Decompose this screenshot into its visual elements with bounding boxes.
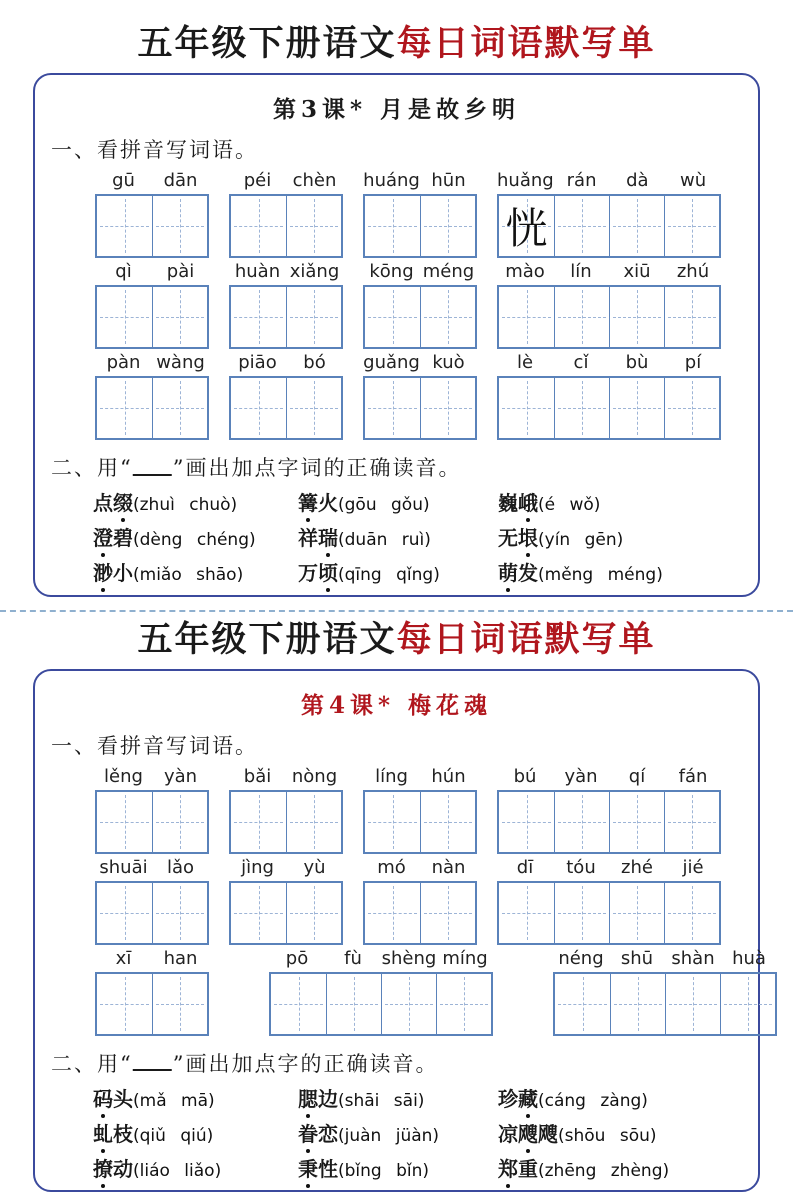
lesson-title: 第3课* 月是故乡明 bbox=[272, 96, 521, 124]
word-pinyin-options: (cáng zàng) bbox=[538, 1090, 648, 1111]
pinyin-syllable: péi bbox=[243, 170, 272, 192]
word-text: 码头 bbox=[93, 1086, 133, 1111]
pinyin-syllable: pí bbox=[684, 352, 702, 374]
write-cell bbox=[365, 196, 420, 256]
writing-box bbox=[95, 376, 209, 440]
pinyin-syllable: lǎo bbox=[166, 856, 195, 878]
write-cell bbox=[97, 287, 152, 347]
pinyin-syllable: rán bbox=[566, 170, 597, 192]
word-write-group bbox=[363, 261, 477, 349]
worksheet-document bbox=[0, 24, 793, 1192]
pinyin-row bbox=[95, 766, 744, 854]
dotted-char: 腮 bbox=[298, 1086, 318, 1111]
word-text: 无垠 bbox=[498, 526, 538, 551]
pinyin-syllable: xī bbox=[115, 947, 132, 969]
dotted-char: 撩 bbox=[93, 1156, 113, 1181]
pinyin-row bbox=[95, 170, 744, 258]
writing-box bbox=[497, 881, 721, 945]
pinyin-syllable: piāo bbox=[238, 352, 277, 374]
pinyin-syllable: qì bbox=[115, 261, 132, 283]
word-write-group bbox=[363, 170, 477, 258]
pinyin-syllable: gū bbox=[112, 170, 135, 192]
pinyin-syllable: dà bbox=[626, 170, 649, 192]
writing-box bbox=[497, 285, 721, 349]
word-write-group bbox=[229, 352, 343, 440]
word-write-group bbox=[497, 352, 721, 440]
pinyin-label bbox=[269, 948, 493, 971]
word-text: 祥瑞 bbox=[298, 526, 338, 551]
pinyin-syllable: yù bbox=[303, 856, 326, 878]
word-pinyin-options: (mǎ mā) bbox=[133, 1090, 215, 1111]
pinyin-row bbox=[95, 947, 766, 1036]
write-cell bbox=[420, 378, 475, 438]
pinyin-syllable: xiǎng bbox=[289, 261, 340, 283]
write-cell bbox=[152, 196, 207, 256]
writing-box bbox=[95, 881, 209, 945]
pinyin-syllable: líng bbox=[375, 765, 408, 787]
pinyin-syllable: bú bbox=[513, 765, 537, 787]
write-cell bbox=[664, 792, 719, 852]
pinyin-syllable: zhé bbox=[621, 856, 653, 878]
section2-suffix: ”画出加点字的正确读音。 bbox=[172, 1051, 439, 1076]
word-write-group bbox=[95, 766, 209, 854]
word-write-group bbox=[229, 261, 343, 349]
write-cell bbox=[665, 974, 720, 1034]
pinyin-label bbox=[497, 352, 721, 375]
writing-box bbox=[229, 285, 343, 349]
pinyin-syllable: chèn bbox=[292, 170, 337, 192]
pinyin-syllable: dān bbox=[163, 170, 198, 192]
writing-box bbox=[229, 881, 343, 945]
word-write-group bbox=[553, 948, 777, 1036]
word-item bbox=[298, 1156, 498, 1182]
pinyin-syllable: pàn bbox=[106, 352, 141, 374]
writing-box bbox=[497, 376, 721, 440]
write-cell bbox=[609, 378, 664, 438]
pinyin-syllable: huàn bbox=[234, 261, 281, 283]
worksheet-page-2 bbox=[0, 620, 793, 1192]
pinyin-syllable: huà bbox=[732, 947, 766, 969]
word-write-group bbox=[95, 170, 209, 258]
dotted-char: 篝 bbox=[298, 491, 318, 516]
write-cell bbox=[554, 883, 609, 943]
word-write-group bbox=[363, 857, 477, 945]
dotted-char: 渺 bbox=[93, 561, 113, 586]
write-cell bbox=[610, 974, 665, 1034]
pinyin-label bbox=[95, 170, 209, 193]
write-cell bbox=[499, 883, 554, 943]
write-cell bbox=[365, 378, 420, 438]
dotted-char: 瑞 bbox=[318, 526, 338, 551]
word-choices bbox=[49, 1086, 744, 1182]
write-cell bbox=[609, 792, 664, 852]
write-cell bbox=[231, 287, 286, 347]
pinyin-row bbox=[95, 352, 744, 440]
word-text: 篝火 bbox=[298, 491, 338, 516]
write-cell bbox=[664, 287, 719, 347]
word-write-group bbox=[363, 766, 477, 854]
pinyin-syllable: xiū bbox=[623, 261, 651, 283]
pinyin-label bbox=[553, 948, 777, 971]
section2-prefix: 二、用“ bbox=[51, 456, 133, 481]
word-item bbox=[298, 1086, 498, 1112]
pinyin-label bbox=[95, 948, 209, 971]
word-write-group bbox=[95, 948, 209, 1036]
word-pinyin-options: (měng méng) bbox=[538, 565, 663, 586]
dotted-char: 藏 bbox=[518, 1086, 538, 1111]
write-cell bbox=[365, 883, 420, 943]
pinyin-syllable: zhú bbox=[676, 261, 710, 283]
write-cell bbox=[97, 974, 152, 1034]
worksheet-card bbox=[33, 669, 766, 1192]
pinyin-label bbox=[95, 857, 209, 880]
dotted-char: 顷 bbox=[318, 561, 338, 586]
pinyin-syllable: bù bbox=[625, 352, 649, 374]
write-cell bbox=[231, 883, 286, 943]
pinyin-label bbox=[229, 170, 343, 193]
word-item bbox=[298, 525, 498, 551]
pinyin-label bbox=[363, 170, 477, 193]
word-item bbox=[298, 1121, 498, 1147]
write-cell bbox=[286, 792, 341, 852]
worksheet-card bbox=[33, 73, 760, 596]
write-cell bbox=[609, 196, 664, 256]
section1-label: 一、看拼音写词语。 bbox=[51, 733, 258, 758]
pinyin-syllable: bǎi bbox=[243, 765, 272, 787]
pinyin-syllable: huǎng bbox=[497, 170, 554, 192]
word-text: 虬枝 bbox=[93, 1121, 133, 1146]
write-cell bbox=[152, 378, 207, 438]
pinyin-syllable: kōng bbox=[369, 261, 414, 283]
write-cell bbox=[420, 287, 475, 347]
write-cell bbox=[152, 287, 207, 347]
pinyin-row bbox=[95, 857, 744, 945]
pinyin-label bbox=[229, 857, 343, 880]
write-cell bbox=[231, 196, 286, 256]
pinyin-syllable: mó bbox=[377, 856, 406, 878]
writing-box bbox=[363, 790, 477, 854]
write-cell bbox=[365, 287, 420, 347]
write-cell bbox=[152, 792, 207, 852]
write-cell bbox=[499, 378, 554, 438]
word-pinyin-options: (shāi sāi) bbox=[338, 1090, 425, 1111]
word-text: 渺小 bbox=[93, 561, 133, 586]
write-cell bbox=[664, 883, 719, 943]
word-item bbox=[498, 1121, 744, 1147]
pinyin-syllable: yàn bbox=[564, 765, 598, 787]
pinyin-syllable: pō bbox=[285, 947, 309, 969]
word-item bbox=[298, 490, 498, 516]
word-write-group bbox=[497, 857, 721, 945]
write-cell bbox=[609, 287, 664, 347]
word-text: 郑重 bbox=[498, 1156, 538, 1181]
pinyin-row bbox=[95, 261, 744, 349]
word-text: 腮边 bbox=[298, 1086, 338, 1111]
word-text: 撩动 bbox=[93, 1156, 133, 1181]
title-accent-part: 每日词语默写单 bbox=[396, 23, 656, 64]
pinyin-syllable: bó bbox=[303, 352, 326, 374]
write-cell bbox=[420, 196, 475, 256]
pinyin-syllable: shèng bbox=[381, 947, 437, 969]
word-item bbox=[498, 490, 744, 516]
word-pinyin-options: (qīng qǐng) bbox=[338, 565, 440, 586]
section1-label: 一、看拼音写词语。 bbox=[51, 138, 258, 163]
dotted-char: 码 bbox=[93, 1086, 113, 1111]
section2-label bbox=[51, 452, 744, 482]
pinyin-label bbox=[497, 261, 721, 284]
word-pinyin-options: (zhēng zhèng) bbox=[538, 1160, 670, 1181]
pinyin-syllable: méng bbox=[422, 261, 475, 283]
word-write-group bbox=[363, 352, 477, 440]
dotted-char: 澄 bbox=[93, 526, 113, 551]
write-cell bbox=[554, 287, 609, 347]
pinyin-syllable: kuò bbox=[432, 352, 465, 374]
write-cell bbox=[365, 792, 420, 852]
pinyin-syllable: fù bbox=[344, 947, 362, 969]
pinyin-syllable: míng bbox=[442, 947, 488, 969]
word-item bbox=[498, 1156, 744, 1182]
pinyin-syllable: hūn bbox=[431, 170, 466, 192]
lesson-title: 第4课* 梅花魂 bbox=[300, 691, 493, 719]
writing-box bbox=[229, 194, 343, 258]
writing-box bbox=[363, 194, 477, 258]
write-cell bbox=[381, 974, 436, 1034]
write-cell bbox=[554, 378, 609, 438]
writing-box bbox=[95, 285, 209, 349]
write-cell bbox=[436, 974, 491, 1034]
write-cell bbox=[286, 196, 341, 256]
pinyin-syllable: lè bbox=[516, 352, 534, 374]
word-item bbox=[298, 560, 498, 586]
word-text: 秉性 bbox=[298, 1156, 338, 1181]
pinyin-label bbox=[363, 261, 477, 284]
pinyin-syllable: qí bbox=[628, 765, 646, 787]
write-cell bbox=[664, 196, 719, 256]
word-write-group bbox=[229, 857, 343, 945]
write-cell bbox=[271, 974, 326, 1034]
write-cell bbox=[152, 974, 207, 1034]
worksheet-page-1 bbox=[0, 24, 793, 597]
word-item bbox=[93, 525, 298, 551]
word-item bbox=[93, 560, 298, 586]
pinyin-syllable: hún bbox=[431, 765, 466, 787]
write-cell bbox=[720, 974, 775, 1034]
write-cell bbox=[97, 196, 152, 256]
word-text: 眷恋 bbox=[298, 1121, 338, 1146]
write-cell bbox=[286, 378, 341, 438]
pinyin-syllable: han bbox=[163, 947, 198, 969]
pinyin-label bbox=[229, 766, 343, 789]
writing-box bbox=[95, 790, 209, 854]
write-cell bbox=[326, 974, 381, 1034]
title-grade-part: 五年级下册语文 bbox=[137, 23, 397, 64]
page-divider bbox=[0, 610, 793, 612]
word-pinyin-options: (gōu gǒu) bbox=[338, 495, 430, 516]
pinyin-syllable: jìng bbox=[241, 856, 274, 878]
page-title bbox=[0, 24, 793, 64]
word-write-group bbox=[95, 261, 209, 349]
word-text: 巍峨 bbox=[498, 491, 538, 516]
write-cell bbox=[286, 287, 341, 347]
dotted-char: 郑 bbox=[498, 1156, 518, 1181]
word-pinyin-options: (dèng chéng) bbox=[133, 530, 256, 551]
blank-line: ____ bbox=[132, 1046, 171, 1072]
section2-prefix: 二、用“ bbox=[51, 1051, 133, 1076]
write-cell bbox=[664, 378, 719, 438]
pinyin-syllable: fán bbox=[678, 765, 708, 787]
word-item bbox=[498, 560, 744, 586]
write-cell bbox=[609, 883, 664, 943]
word-text: 万顷 bbox=[298, 561, 338, 586]
writing-box bbox=[269, 972, 493, 1036]
pinyin-syllable: shū bbox=[620, 947, 654, 969]
pinyin-label bbox=[229, 352, 343, 375]
pinyin-grid-rows bbox=[49, 170, 744, 440]
write-cell bbox=[499, 287, 554, 347]
writing-box bbox=[229, 376, 343, 440]
pinyin-syllable: huáng bbox=[363, 170, 420, 192]
pinyin-syllable: wù bbox=[680, 170, 707, 192]
pinyin-syllable: dī bbox=[516, 856, 534, 878]
pinyin-syllable: lín bbox=[570, 261, 592, 283]
pinyin-syllable: shàn bbox=[671, 947, 715, 969]
word-pinyin-options: (liáo liǎo) bbox=[133, 1160, 222, 1181]
writing-box bbox=[363, 285, 477, 349]
word-pinyin-options: (miǎo shāo) bbox=[133, 565, 244, 586]
word-item bbox=[498, 525, 744, 551]
dotted-char: 虬 bbox=[93, 1121, 113, 1146]
pinyin-label bbox=[95, 261, 209, 284]
dotted-char: 垠 bbox=[518, 526, 538, 551]
word-write-group bbox=[95, 857, 209, 945]
word-text: 凉飕飕 bbox=[498, 1121, 558, 1146]
write-cell bbox=[420, 883, 475, 943]
write-cell bbox=[152, 883, 207, 943]
pinyin-syllable: nàn bbox=[431, 856, 466, 878]
pinyin-syllable: guǎng bbox=[363, 352, 420, 374]
word-text: 珍藏 bbox=[498, 1086, 538, 1111]
page-title bbox=[0, 620, 793, 660]
word-pinyin-options: (duān ruì) bbox=[338, 530, 431, 551]
writing-box bbox=[95, 972, 209, 1036]
pinyin-syllable: jié bbox=[682, 856, 704, 878]
word-write-group bbox=[497, 170, 721, 258]
pinyin-syllable: lěng bbox=[104, 765, 143, 787]
dotted-char: 萌 bbox=[498, 561, 518, 586]
pinyin-syllable: wàng bbox=[156, 352, 205, 374]
pinyin-syllable: pài bbox=[166, 261, 195, 283]
word-pinyin-options: (juàn jüàn) bbox=[338, 1125, 440, 1146]
pinyin-label bbox=[363, 352, 477, 375]
word-pinyin-options: (shōu sōu) bbox=[558, 1125, 657, 1146]
word-item bbox=[93, 1086, 298, 1112]
dotted-char: 峨 bbox=[518, 491, 538, 516]
word-text: 萌发 bbox=[498, 561, 538, 586]
writing-box bbox=[229, 790, 343, 854]
pinyin-syllable: nòng bbox=[291, 765, 338, 787]
pinyin-grid-rows bbox=[49, 765, 766, 1036]
write-cell bbox=[555, 974, 610, 1034]
word-pinyin-options: (bǐng bǐn) bbox=[338, 1160, 430, 1181]
word-pinyin-options: (yín gēn) bbox=[538, 530, 624, 551]
pinyin-label bbox=[95, 766, 209, 789]
pinyin-label bbox=[363, 857, 477, 880]
writing-box bbox=[363, 376, 477, 440]
write-cell bbox=[231, 792, 286, 852]
pinyin-syllable: yàn bbox=[163, 765, 198, 787]
title-accent-part: 每日词语默写单 bbox=[396, 618, 656, 660]
word-item bbox=[93, 1121, 298, 1147]
dotted-char: 秉 bbox=[298, 1156, 318, 1181]
section2-suffix: ”画出加点字词的正确读音。 bbox=[172, 456, 462, 481]
write-cell bbox=[554, 196, 609, 256]
word-pinyin-options: (é wǒ) bbox=[538, 495, 601, 516]
write-cell bbox=[420, 792, 475, 852]
pinyin-label bbox=[497, 170, 721, 193]
word-pinyin-options: (zhuì chuò) bbox=[133, 495, 238, 516]
write-cell bbox=[499, 792, 554, 852]
pinyin-label bbox=[363, 766, 477, 789]
write-cell bbox=[231, 378, 286, 438]
dotted-char: 眷 bbox=[298, 1121, 318, 1146]
write-cell bbox=[97, 792, 152, 852]
word-write-group bbox=[497, 766, 721, 854]
dotted-char: 飕 bbox=[518, 1121, 538, 1146]
write-cell bbox=[554, 792, 609, 852]
dotted-char: 缀 bbox=[113, 491, 133, 516]
word-write-group bbox=[269, 948, 493, 1036]
writing-box bbox=[363, 881, 477, 945]
written-char: 恍 bbox=[505, 204, 548, 254]
write-cell bbox=[97, 883, 152, 943]
word-item bbox=[498, 1086, 744, 1112]
pinyin-syllable: cǐ bbox=[573, 352, 589, 374]
word-text: 点缀 bbox=[93, 491, 133, 516]
writing-box bbox=[497, 790, 721, 854]
word-write-group bbox=[229, 766, 343, 854]
section2-label bbox=[51, 1048, 744, 1078]
write-cell bbox=[286, 883, 341, 943]
word-text: 澄碧 bbox=[93, 526, 133, 551]
word-write-group bbox=[95, 352, 209, 440]
pinyin-label bbox=[497, 766, 721, 789]
write-cell bbox=[97, 378, 152, 438]
pinyin-syllable: tóu bbox=[566, 856, 596, 878]
writing-box bbox=[95, 194, 209, 258]
pinyin-label bbox=[95, 352, 209, 375]
pinyin-syllable: néng bbox=[558, 947, 604, 969]
word-write-group bbox=[497, 261, 721, 349]
word-choices bbox=[49, 490, 744, 586]
pinyin-syllable: shuāi bbox=[99, 856, 148, 878]
word-pinyin-options: (qiǔ qiú) bbox=[133, 1125, 214, 1146]
pinyin-syllable: mào bbox=[505, 261, 545, 283]
writing-box bbox=[497, 194, 721, 258]
word-item bbox=[93, 490, 298, 516]
title-grade-part: 五年级下册语文 bbox=[137, 618, 397, 660]
write-cell bbox=[499, 196, 554, 256]
word-item bbox=[93, 1156, 298, 1182]
writing-box bbox=[553, 972, 777, 1036]
pinyin-label bbox=[229, 261, 343, 284]
pinyin-label bbox=[497, 857, 721, 880]
blank-line: ____ bbox=[132, 450, 171, 476]
word-write-group bbox=[229, 170, 343, 258]
